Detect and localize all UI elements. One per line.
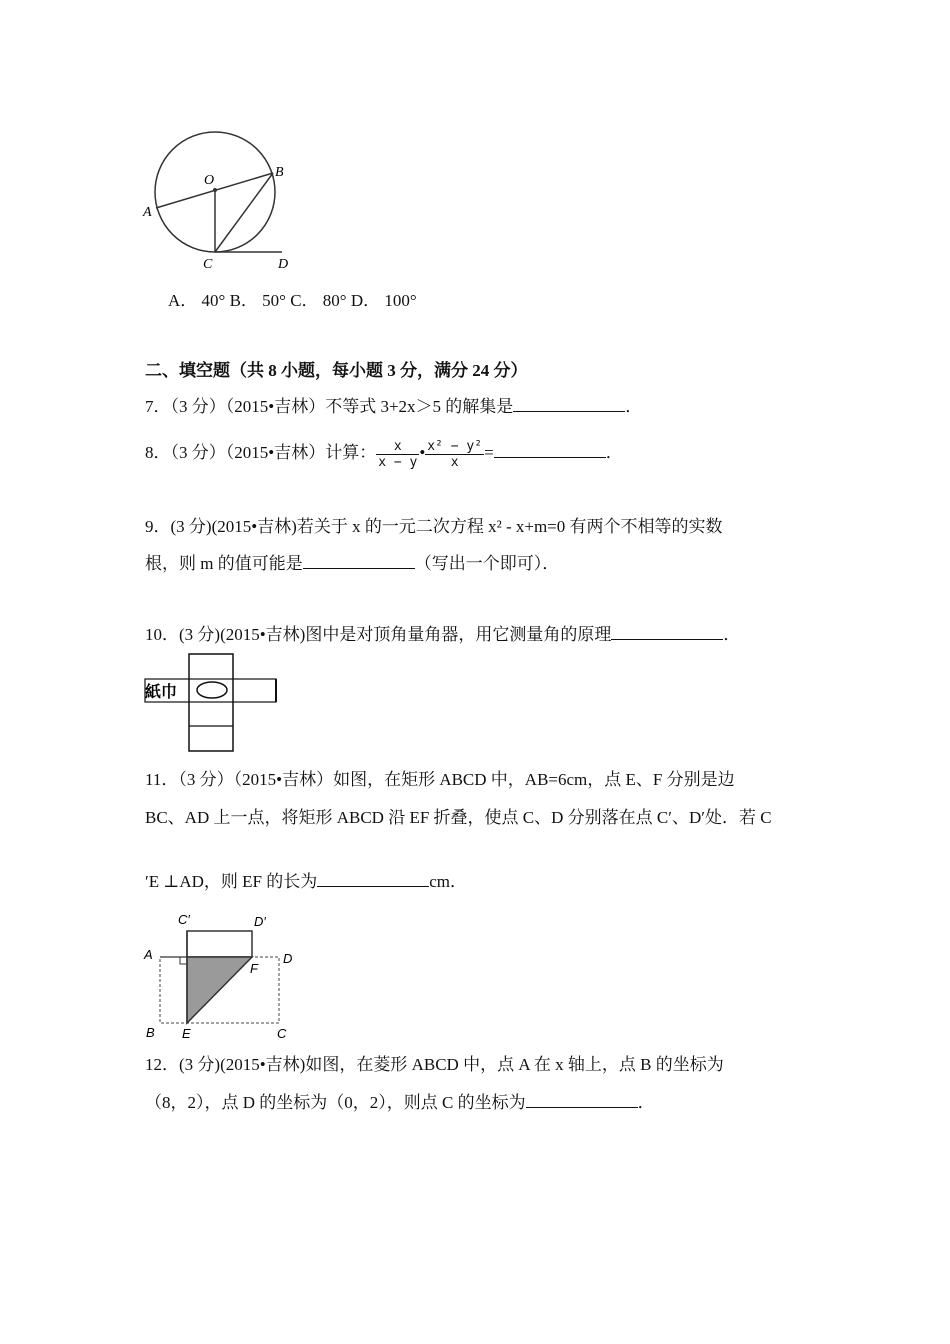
label-a: A <box>143 205 152 220</box>
q9-blank <box>303 552 415 569</box>
q11-blank <box>317 870 429 887</box>
q8-fraction-1: $\frac{x}{x - y}$ <box>378 438 418 470</box>
svg-text:D′: D′ <box>254 914 266 929</box>
q11-line1: 11．（3 分）（2015•吉林）如图，在矩形 ABCD 中，AB=6cm，点 E、F 分别是边 <box>145 770 735 789</box>
q7-blank <box>513 395 625 412</box>
svg-text:C′: C′ <box>178 912 190 927</box>
center-point <box>213 188 217 192</box>
svg-text:D: D <box>283 951 293 966</box>
shaded-triangle <box>187 957 252 1023</box>
protractor-figure <box>142 652 282 754</box>
q8-prefix: 8．（3 分）（2015•吉林）计算： <box>145 443 377 462</box>
svg-text:F: F <box>250 961 258 976</box>
q12-line1: 12．(3 分)(2015•吉林)如图，在菱形 ABCD 中，点 A 在 x 轴上，点 B 的坐标为 <box>145 1055 724 1074</box>
q7-text: 7．（3 分）（2015•吉林）不等式 3+2x＞5 的解集是 <box>145 397 514 416</box>
q8-blank <box>494 441 606 458</box>
label-d: D <box>278 257 289 272</box>
q6-options: A． 40° B． 50° C． 80° D． 100° <box>168 291 417 310</box>
q8-fraction-2: $\frac{\text{x² − y²}}{x}$ <box>427 438 483 470</box>
label-o: O <box>204 173 215 188</box>
svg-text:E: E <box>182 1026 191 1040</box>
rectangle-fold-figure <box>140 905 310 1040</box>
circle-figure <box>140 120 310 275</box>
protractor-ellipse <box>197 682 227 698</box>
q9-line1: 9．(3 分)(2015•吉林)若关于 x 的一元二次方程 x² - x+m=0 有两个不相等的实数 <box>145 517 723 536</box>
q11-line2: BC、AD 上一点，将矩形 ABCD 沿 EF 折叠，使点 C、D 分别落在点 C′、D′处．若 C <box>145 808 772 827</box>
q8 <box>145 438 623 470</box>
paper-label: 紙巾 <box>145 682 178 701</box>
q10-blank <box>611 623 723 640</box>
label-c: C <box>203 257 213 272</box>
q7 <box>145 392 642 417</box>
svg-text:C: C <box>277 1026 287 1040</box>
chord-cb <box>215 173 273 252</box>
q11-line3: ′E ⊥AD，则 EF 的长为 cm． <box>145 872 468 891</box>
q9-line2: 根，则 m 的值可能是 （写出一个即可）． <box>145 554 560 573</box>
q8-eq: = <box>484 443 494 462</box>
q12-blank <box>526 1091 638 1108</box>
section2-title: 二、填空题（共 8 小题，每小题 3 分，满分 24 分） <box>145 361 528 380</box>
q8-end: ． <box>605 443 623 462</box>
label-b: B <box>275 165 284 180</box>
q8-dot: • <box>419 443 426 462</box>
svg-text:A: A <box>144 947 153 962</box>
q7-end: ． <box>625 397 643 416</box>
q10: 10．(3 分)(2015•吉林)图中是对顶角量角器，用它测量角的原理 ． <box>145 625 741 644</box>
folded-part <box>187 931 252 957</box>
svg-text:B: B <box>146 1025 155 1040</box>
q12-line2: （8，2），点 D 的坐标为（0，2），则点 C 的坐标为 ． <box>145 1093 655 1112</box>
